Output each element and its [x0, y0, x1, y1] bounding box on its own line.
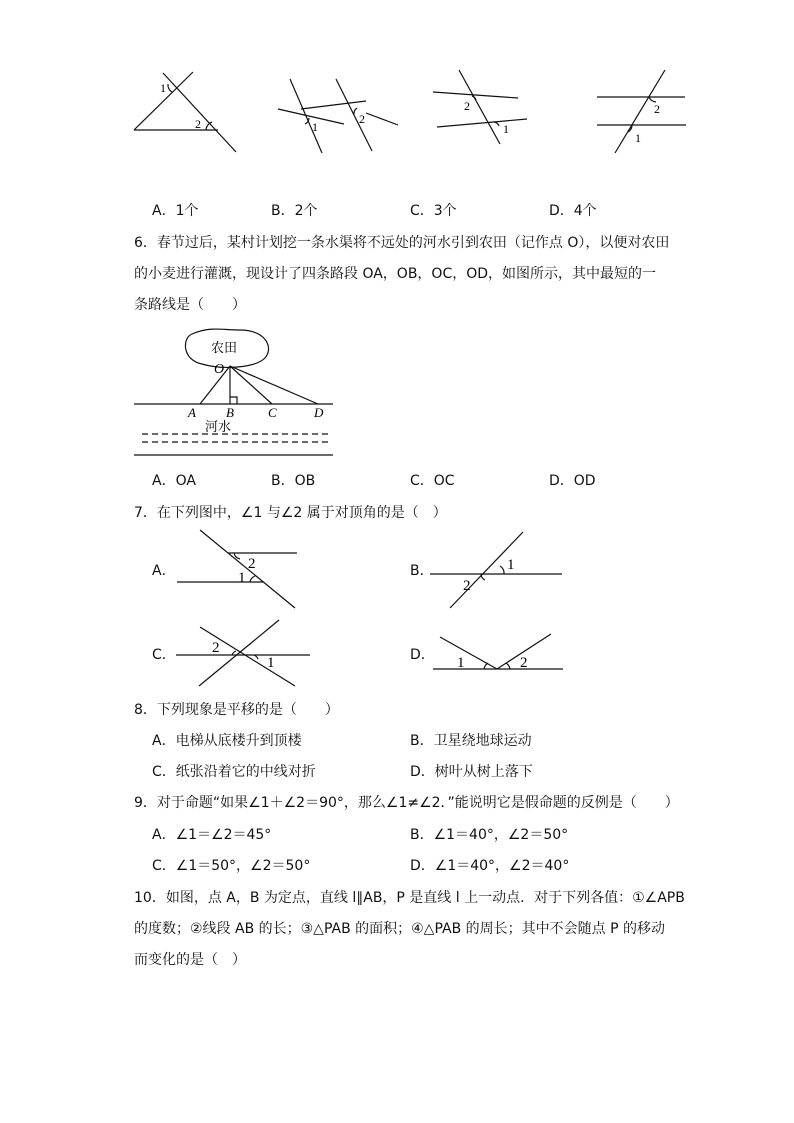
q7-b-angle-label: 1 — [507, 557, 515, 573]
q6-point-a: A — [188, 405, 196, 420]
q5-option-b[interactable]: B．2个 — [271, 203, 318, 219]
q6-point-o: O — [214, 362, 225, 377]
q6-option-c[interactable]: C．OC — [410, 473, 455, 489]
q7-option-c-letter[interactable]: C． — [152, 647, 176, 663]
q7-a-angle-label: 1 — [238, 570, 246, 586]
q6-field-label: 农田 — [211, 340, 238, 355]
q5-fig3-angle-label: 1 — [503, 122, 509, 136]
q6-option-b[interactable]: B．OB — [271, 473, 316, 489]
q7-d-angle-label: 1 — [457, 655, 465, 671]
q10-stem-line3: 而变化的是（ ） — [134, 952, 246, 968]
q5-fig1-angle-label: 2 — [195, 117, 201, 131]
q5-fig2-angle-label: 1 — [312, 120, 318, 134]
q6-point-b: B — [226, 405, 234, 420]
q7-b-angle-label: 2 — [463, 578, 471, 594]
q7-d-angle-label: 2 — [520, 655, 528, 671]
q5-fig4-angle-label: 2 — [654, 102, 660, 116]
q8-stem: 8．下列现象是平移的是（ ） — [134, 702, 339, 718]
q6-river-label: 河水 — [205, 419, 232, 434]
q6-stem-line2: 的小麦进行灌溉，现设计了四条路段 OA，OB，OC，OD，如图所示，其中最短的一 — [134, 266, 657, 282]
q7-c-angle-label: 1 — [267, 655, 275, 671]
q5-fig2-angle-label: 2 — [359, 112, 365, 126]
q6-option-d[interactable]: D．OD — [549, 473, 596, 489]
q8-option-b[interactable]: B．卫星绕地球运动 — [410, 733, 532, 749]
q8-option-d[interactable]: D．树叶从树上落下 — [410, 764, 533, 780]
q6-point-c: C — [268, 405, 277, 420]
q10-stem-line1: 10．如图，点 A，B 为定点，直线 l∥AB，P 是直线 l 上一动点．对于下列各值：①∠APB — [134, 890, 685, 906]
q7-option-d-letter[interactable]: D． — [410, 647, 435, 663]
q5-option-d[interactable]: D．4个 — [549, 203, 597, 219]
q5-option-c[interactable]: C．3个 — [410, 203, 457, 219]
q6-option-a[interactable]: A．OA — [152, 473, 196, 489]
q7-stem: 7．在下列图中，∠1 与∠2 属于对顶角的是（ ） — [134, 505, 447, 521]
q6-point-d: D — [314, 405, 324, 420]
q7-option-a-letter[interactable]: A． — [152, 563, 176, 579]
q9-option-a[interactable]: A．∠1＝∠2＝45° — [152, 827, 272, 843]
q7-c-angle-label: 2 — [212, 640, 220, 656]
q9-option-d[interactable]: D．∠1＝40°，∠2＝40° — [410, 858, 570, 874]
q8-option-c[interactable]: C．纸张沿着它的中线对折 — [152, 764, 316, 780]
q10-stem-line2: 的度数；②线段 AB 的长；③△PAB 的面积；④△PAB 的周长；其中不会随点 P 的移动 — [134, 921, 665, 937]
q7-option-b-letter[interactable]: B． — [410, 563, 434, 579]
q9-stem: 9．对于命题“如果∠1＋∠2＝90°，那么∠1≠∠2．”能说明它是假命题的反例是（ ） — [134, 795, 679, 811]
q6-stem-line1: 6．春节过后，某村计划挖一条水渠将不远处的河水引到农田（记作点 O），以便对农田 — [134, 235, 670, 251]
q5-fig4-angle-label: 1 — [635, 131, 641, 145]
q5-fig3-angle-label: 2 — [464, 99, 470, 113]
q5-fig1-angle-label: 1 — [160, 81, 166, 95]
q5-option-a[interactable]: A．1个 — [152, 203, 199, 219]
q9-option-b[interactable]: B．∠1＝40°，∠2＝50° — [410, 827, 569, 843]
q8-option-a[interactable]: A．电梯从底楼升到顶楼 — [152, 733, 302, 749]
q9-option-c[interactable]: C．∠1＝50°，∠2＝50° — [152, 858, 311, 874]
q6-stem-line3: 条路线是（ ） — [134, 297, 246, 313]
q7-a-angle-label: 2 — [248, 556, 256, 572]
